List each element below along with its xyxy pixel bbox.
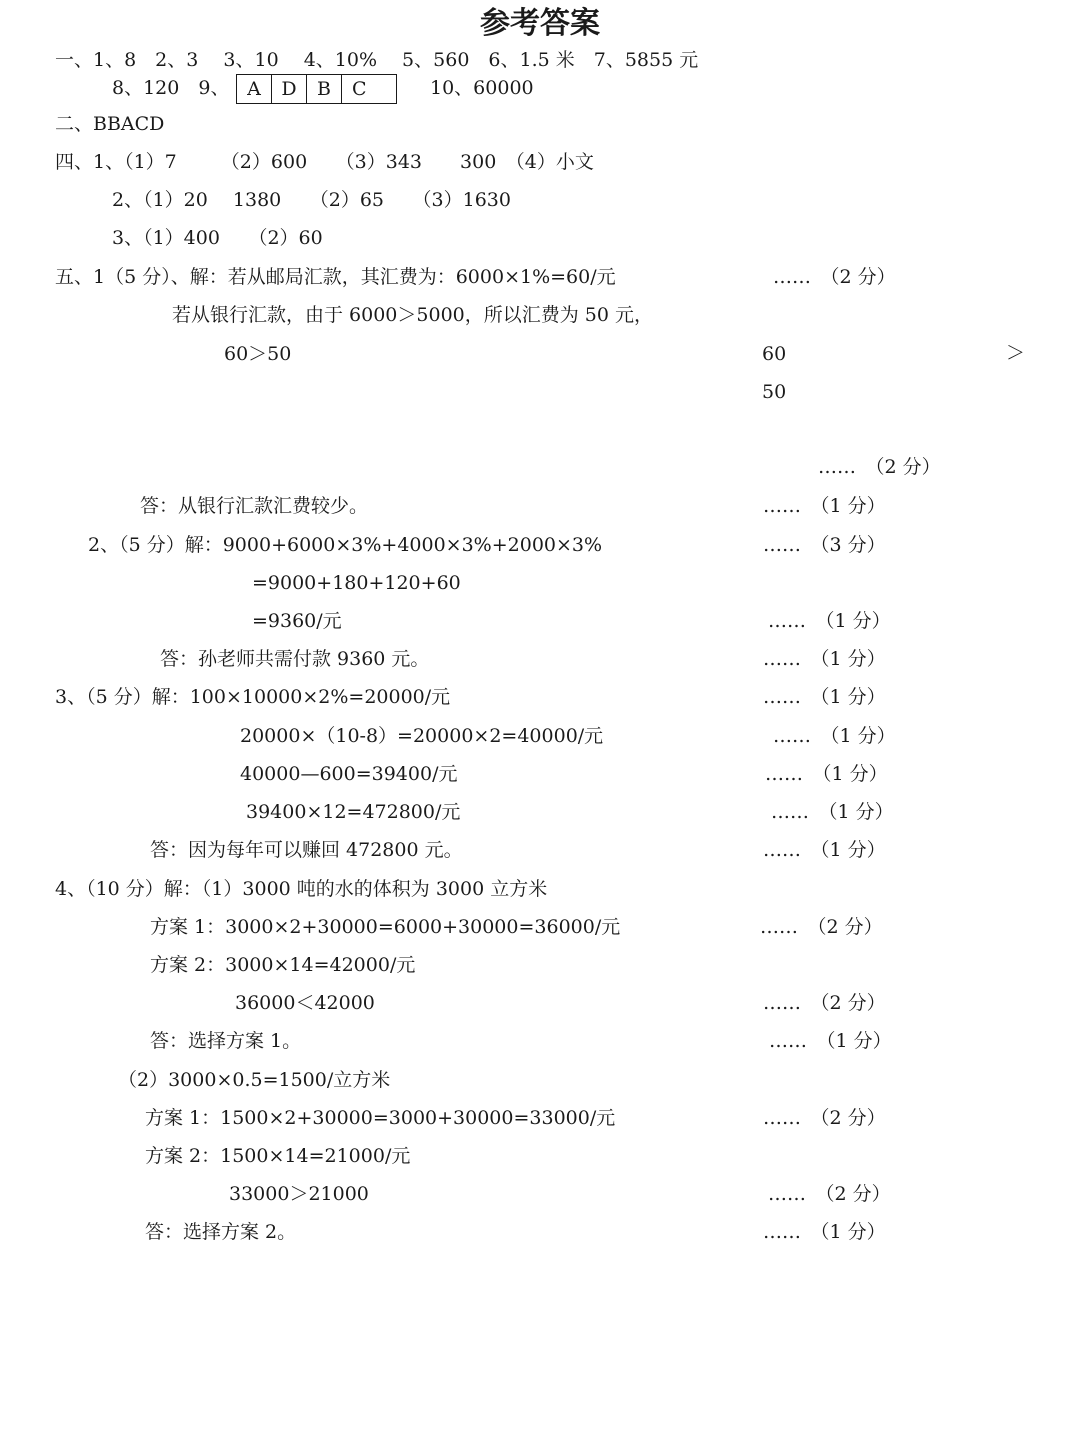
- p1-line1: 五、1（5 分）、解：若从邮局汇款，其汇费为：6000×1%=60/元: [55, 266, 616, 288]
- p4-answer1-score: …… （1 分）: [769, 1030, 892, 1052]
- p3-line1-score: …… （1 分）: [763, 686, 886, 708]
- p4-answer2: 答：选择方案 2。: [145, 1221, 297, 1243]
- p3-line2-score: …… （1 分）: [773, 725, 896, 747]
- page-title: 参考答案: [480, 6, 600, 41]
- p3-line4: 39400×12=472800/元: [246, 801, 461, 823]
- p1-line2: 若从银行汇款，由于 6000＞5000，所以汇费为 50 元，: [172, 304, 654, 326]
- p4-answer2-score: …… （1 分）: [763, 1221, 886, 1243]
- p3-answer: 答：因为每年可以赚回 472800 元。: [150, 839, 463, 861]
- p3-line2: 20000×（10-8）=20000×2=40000/元: [240, 725, 604, 747]
- p1-line1-score: …… （2 分）: [773, 266, 896, 288]
- p4-line3: 方案 2：3000×14=42000/元: [150, 954, 416, 976]
- p4-line1: 4、（10 分）解：（1）3000 吨的水的体积为 3000 立方米: [55, 878, 548, 900]
- section4-q3: 3、（1）400 （2）60: [112, 227, 323, 249]
- section4-q1: 四、1、（1）7 （2）600 （3）343 300 （4）小文: [55, 151, 594, 173]
- p3-line3-score: …… （1 分）: [765, 763, 888, 785]
- answer-box-cell: D: [272, 75, 307, 103]
- p4-line7: 方案 2：1500×14=21000/元: [145, 1145, 411, 1167]
- p2-line2: =9000+180+120+60: [252, 572, 461, 594]
- answer-box: [236, 74, 397, 104]
- p3-line1: 3、（5 分）解：100×10000×2%=20000/元: [55, 686, 451, 708]
- p1-right-value1: 60: [762, 343, 787, 365]
- section1-line2-prefix: 8、120 9、: [112, 77, 230, 99]
- p3-line3: 40000—600=39400/元: [240, 763, 458, 785]
- p4-line4-score: …… （2 分）: [763, 992, 886, 1014]
- p1-right-gt: ＞: [1006, 342, 1026, 364]
- p3-line4-score: …… （1 分）: [771, 801, 894, 823]
- p4-line8: 33000＞21000: [229, 1183, 369, 1205]
- p2-line1-score: …… （3 分）: [763, 534, 886, 556]
- p1-answer: 答：从银行汇款汇费较少。: [140, 495, 369, 517]
- p4-line2: 方案 1：3000×2+30000=6000+30000=36000/元: [150, 916, 621, 938]
- p4-line2-score: …… （2 分）: [760, 916, 883, 938]
- section1-line1: 一、1、8 2、3 3、10 4、10% 5、560 6、1.5 米 7、5855 元: [55, 49, 699, 71]
- answer-box-cell: A: [237, 75, 272, 103]
- p2-answer: 答：孙老师共需付款 9360 元。: [160, 648, 430, 670]
- section4-q2: 2、（1）20 1380 （2）65 （3）1630: [112, 189, 511, 211]
- p4-line5: （2）3000×0.5=1500/立方米: [118, 1069, 391, 1091]
- p4-line6-score: …… （2 分）: [763, 1107, 886, 1129]
- p2-line3-score: …… （1 分）: [768, 610, 891, 632]
- p4-line6: 方案 1：1500×2+30000=3000+30000=33000/元: [145, 1107, 616, 1129]
- answer-box-cell: B: [307, 75, 342, 103]
- p4-line8-score: …… （2 分）: [768, 1183, 891, 1205]
- p2-line3: =9360/元: [252, 610, 342, 632]
- answer-box-cell: C: [352, 78, 367, 100]
- p4-answer1: 答：选择方案 1。: [150, 1030, 302, 1052]
- section2-line: 二、BBACD: [55, 113, 165, 135]
- p1-right-value2: 50: [762, 381, 787, 403]
- p2-answer-score: …… （1 分）: [763, 648, 886, 670]
- p3-answer-score: …… （1 分）: [763, 839, 886, 861]
- p1-score2: …… （2 分）: [818, 456, 941, 478]
- p2-line1: 2、（5 分）解：9000+6000×3%+4000×3%+2000×3%: [88, 534, 603, 556]
- p4-line4: 36000＜42000: [235, 992, 375, 1014]
- p1-line3: 60＞50: [224, 343, 292, 365]
- section1-line2-suffix: 10、60000: [430, 77, 534, 99]
- p1-answer-score: …… （1 分）: [763, 495, 886, 517]
